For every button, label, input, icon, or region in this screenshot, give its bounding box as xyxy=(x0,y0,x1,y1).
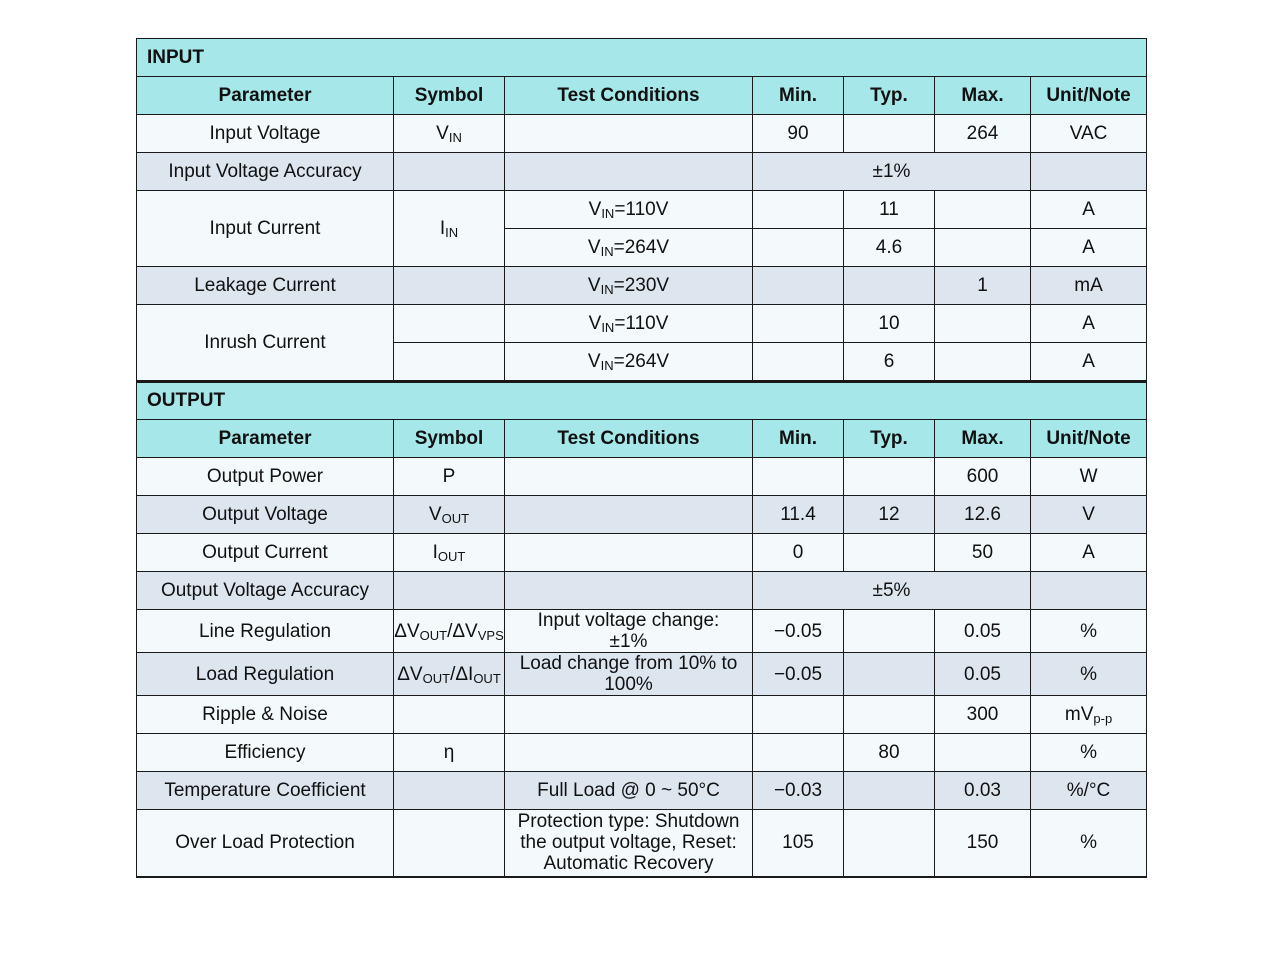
symbol-cell xyxy=(394,810,505,877)
symbol-cell xyxy=(394,772,505,810)
col-min: Min. xyxy=(753,77,844,115)
col-max: Max. xyxy=(935,420,1031,458)
param-cell: Leakage Current xyxy=(137,267,394,305)
cond-cell: Protection type: Shutdown the output voltage, Reset: Automatic Recovery xyxy=(505,810,753,877)
symbol-cell xyxy=(394,305,505,343)
input-section-title: INPUT xyxy=(137,39,1147,77)
symbol-cell xyxy=(394,153,505,191)
spec-sheet xyxy=(136,38,1146,878)
symbol-cell xyxy=(394,267,505,305)
max-cell: 264 xyxy=(935,115,1031,153)
row-ripple-noise xyxy=(137,696,1147,734)
symbol-cell: $V_{OUT}$ xyxy=(394,496,505,534)
cond-cell: Input voltage change: ±1% xyxy=(505,610,753,653)
min-cell xyxy=(753,267,844,305)
max-cell: 50 xyxy=(935,534,1031,572)
max-cell: 600 xyxy=(935,458,1031,496)
param-cell: Output Voltage Accuracy xyxy=(137,572,394,610)
max-cell: 1 xyxy=(935,267,1031,305)
min-cell xyxy=(753,458,844,496)
cond-cell: Full Load @ 0 ~ 50°C xyxy=(505,772,753,810)
typ-cell xyxy=(844,115,935,153)
col-symbol: Symbol xyxy=(394,77,505,115)
row-inrush-current-1 xyxy=(137,305,1147,343)
output-table xyxy=(136,381,1147,878)
cond-cell: $V_{IN}=110V$ xyxy=(505,305,753,343)
typ-cell xyxy=(844,810,935,877)
typ-cell xyxy=(844,772,935,810)
row-input-voltage-accuracy xyxy=(137,153,1147,191)
symbol-cell: η xyxy=(394,734,505,772)
cond-cell xyxy=(505,115,753,153)
cond-cell xyxy=(505,572,753,610)
col-unit: Unit/Note xyxy=(1031,420,1147,458)
param-cell: Ripple & Noise xyxy=(137,696,394,734)
unit-cell: % xyxy=(1031,734,1147,772)
row-efficiency xyxy=(137,734,1147,772)
symbol-cell: P xyxy=(394,458,505,496)
min-cell: 11.4 xyxy=(753,496,844,534)
typ-cell xyxy=(844,267,935,305)
unit-cell xyxy=(1031,572,1147,610)
min-cell xyxy=(753,229,844,267)
min-cell: −0.03 xyxy=(753,772,844,810)
param-cell: Inrush Current xyxy=(137,305,394,381)
value-cell: ±1% xyxy=(753,153,1031,191)
typ-cell: 80 xyxy=(844,734,935,772)
unit-cell: A xyxy=(1031,191,1147,229)
symbol-cell: $I_{IN}$ xyxy=(394,191,505,267)
col-typ: Typ. xyxy=(844,420,935,458)
unit-cell: % xyxy=(1031,653,1147,696)
output-column-headers xyxy=(137,420,1147,458)
cond-cell xyxy=(505,496,753,534)
unit-cell: VAC xyxy=(1031,115,1147,153)
symbol-cell xyxy=(394,343,505,381)
cond-cell xyxy=(505,734,753,772)
param-cell: Over Load Protection xyxy=(137,810,394,877)
min-cell: 105 xyxy=(753,810,844,877)
max-cell: 0.03 xyxy=(935,772,1031,810)
min-cell xyxy=(753,734,844,772)
unit-cell: %/°C xyxy=(1031,772,1147,810)
min-cell: 90 xyxy=(753,115,844,153)
max-cell: 150 xyxy=(935,810,1031,877)
row-output-power xyxy=(137,458,1147,496)
param-cell: Input Voltage Accuracy xyxy=(137,153,394,191)
col-test-conditions: Test Conditions xyxy=(505,77,753,115)
min-cell xyxy=(753,305,844,343)
row-load-regulation xyxy=(137,653,1147,696)
row-input-voltage xyxy=(137,115,1147,153)
input-section-header xyxy=(137,39,1147,77)
cond-cell xyxy=(505,534,753,572)
max-cell: 0.05 xyxy=(935,653,1031,696)
row-output-voltage-accuracy xyxy=(137,572,1147,610)
param-cell: Line Regulation xyxy=(137,610,394,653)
symbol-cell xyxy=(394,696,505,734)
param-cell: Efficiency xyxy=(137,734,394,772)
typ-cell xyxy=(844,610,935,653)
param-cell: Output Power xyxy=(137,458,394,496)
unit-cell: % xyxy=(1031,810,1147,877)
col-max: Max. xyxy=(935,77,1031,115)
max-cell xyxy=(935,191,1031,229)
param-cell: Input Current xyxy=(137,191,394,267)
row-output-current xyxy=(137,534,1147,572)
max-cell xyxy=(935,343,1031,381)
row-line-regulation xyxy=(137,610,1147,653)
param-cell: Input Voltage xyxy=(137,115,394,153)
min-cell xyxy=(753,343,844,381)
max-cell xyxy=(935,305,1031,343)
typ-cell xyxy=(844,653,935,696)
output-section-title: OUTPUT xyxy=(137,382,1147,420)
typ-cell xyxy=(844,696,935,734)
typ-cell: 10 xyxy=(844,305,935,343)
output-section-header xyxy=(137,382,1147,420)
value-cell: ±5% xyxy=(753,572,1031,610)
max-cell xyxy=(935,229,1031,267)
col-typ: Typ. xyxy=(844,77,935,115)
param-cell: Output Voltage xyxy=(137,496,394,534)
unit-cell: A xyxy=(1031,343,1147,381)
cond-cell: $V_{IN}=110V$ xyxy=(505,191,753,229)
unit-cell: $mV_{p-p}$ xyxy=(1031,696,1147,734)
col-min: Min. xyxy=(753,420,844,458)
input-table xyxy=(136,38,1147,382)
col-unit: Unit/Note xyxy=(1031,77,1147,115)
cond-cell xyxy=(505,153,753,191)
typ-cell xyxy=(844,534,935,572)
min-cell: −0.05 xyxy=(753,610,844,653)
typ-cell: 6 xyxy=(844,343,935,381)
unit-cell: mA xyxy=(1031,267,1147,305)
min-cell: −0.05 xyxy=(753,653,844,696)
cond-cell xyxy=(505,696,753,734)
col-parameter: Parameter xyxy=(137,420,394,458)
min-cell xyxy=(753,191,844,229)
typ-cell: 12 xyxy=(844,496,935,534)
symbol-cell xyxy=(394,572,505,610)
row-temperature-coefficient xyxy=(137,772,1147,810)
unit-cell: A xyxy=(1031,534,1147,572)
row-input-current-1 xyxy=(137,191,1147,229)
col-symbol: Symbol xyxy=(394,420,505,458)
max-cell: 12.6 xyxy=(935,496,1031,534)
symbol-cell: $\Delta V_{OUT}/\Delta V_{VPS}$ xyxy=(394,610,505,653)
min-cell xyxy=(753,696,844,734)
typ-cell xyxy=(844,458,935,496)
col-test-conditions: Test Conditions xyxy=(505,420,753,458)
symbol-cell: $V_{IN}$ xyxy=(394,115,505,153)
unit-cell: V xyxy=(1031,496,1147,534)
row-over-load-protection xyxy=(137,810,1147,877)
unit-cell: A xyxy=(1031,305,1147,343)
max-cell: 300 xyxy=(935,696,1031,734)
cond-cell: $V_{IN}=264V$ xyxy=(505,343,753,381)
unit-cell: W xyxy=(1031,458,1147,496)
unit-cell: % xyxy=(1031,610,1147,653)
unit-cell xyxy=(1031,153,1147,191)
min-cell: 0 xyxy=(753,534,844,572)
symbol-cell: $I_{OUT}$ xyxy=(394,534,505,572)
cond-cell: $V_{IN}=264V$ xyxy=(505,229,753,267)
typ-cell: 11 xyxy=(844,191,935,229)
param-cell: Temperature Coefficient xyxy=(137,772,394,810)
cond-cell: Load change from 10% to 100% xyxy=(505,653,753,696)
cond-cell: $V_{IN}=230V$ xyxy=(505,267,753,305)
param-cell: Output Current xyxy=(137,534,394,572)
typ-cell: 4.6 xyxy=(844,229,935,267)
symbol-cell: $\Delta V_{OUT}/\Delta I_{OUT}$ xyxy=(394,653,505,696)
col-parameter: Parameter xyxy=(137,77,394,115)
row-leakage-current xyxy=(137,267,1147,305)
max-cell: 0.05 xyxy=(935,610,1031,653)
max-cell xyxy=(935,734,1031,772)
input-column-headers xyxy=(137,77,1147,115)
row-output-voltage xyxy=(137,496,1147,534)
param-cell: Load Regulation xyxy=(137,653,394,696)
cond-cell xyxy=(505,458,753,496)
unit-cell: A xyxy=(1031,229,1147,267)
